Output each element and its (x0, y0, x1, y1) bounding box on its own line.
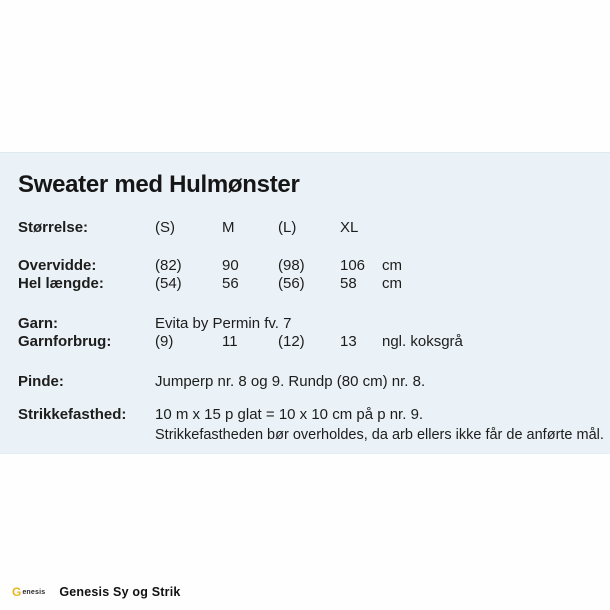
bust-xl: 106 (340, 257, 366, 274)
yarn-usage-s: (9) (155, 333, 174, 350)
size-l: (L) (278, 219, 297, 236)
genesis-logo-wordmark: enesis (22, 588, 46, 596)
gauge-note: Strikkefastheden bør overholdes, da arb ellers ikke får de anførte mål. (155, 427, 604, 443)
pattern-spec-table (18, 219, 610, 446)
spacer (18, 293, 610, 315)
bust-unit: cm (382, 257, 402, 274)
size-m: M (222, 219, 235, 236)
spacer (18, 424, 155, 446)
yarn-usage-xl: 13 (340, 333, 357, 350)
gauge-value: 10 m x 15 p glat = 10 x 10 cm på p nr. 9. (155, 406, 424, 423)
length-l: (56) (278, 275, 305, 292)
length-unit: cm (382, 275, 402, 292)
bust-m: 90 (222, 257, 239, 274)
page-title: Sweater med Hulmønster (18, 171, 300, 198)
length-xl: 58 (340, 275, 357, 292)
size-row-label: Størrelse: (18, 219, 89, 236)
bust-s: (82) (155, 257, 182, 274)
spacer (18, 391, 610, 406)
genesis-logo-icon: G (12, 585, 22, 599)
size-xl: XL (340, 219, 359, 236)
length-row-label: Hel længde: (18, 275, 104, 292)
yarn-row-label: Garn: (18, 315, 59, 332)
bust-row-label: Overvidde: (18, 257, 97, 274)
yarn-usage-m: 11 (222, 333, 238, 350)
needles-row-label: Pinde: (18, 373, 64, 390)
yarn-value: Evita by Permin fv. 7 (155, 315, 292, 332)
spacer (18, 237, 610, 257)
length-m: 56 (222, 275, 239, 292)
yarn-usage-l: (12) (278, 333, 305, 350)
length-s: (54) (155, 275, 182, 292)
size-s: (S) (155, 219, 175, 236)
gauge-row-label: Strikkefasthed: (18, 406, 127, 423)
yarn-usage-row-label: Garnforbrug: (18, 333, 112, 350)
spacer (18, 351, 610, 373)
bust-l: (98) (278, 257, 305, 274)
needles-value: Jumperp nr. 8 og 9. Rundp (80 cm) nr. 8. (155, 373, 426, 390)
yarn-usage-unit: ngl. koksgrå (382, 333, 463, 350)
brand-name: Genesis Sy og Strik (59, 585, 181, 599)
footer-logo (12, 584, 181, 600)
size-unit (382, 219, 610, 237)
pattern-info-panel (0, 152, 610, 454)
